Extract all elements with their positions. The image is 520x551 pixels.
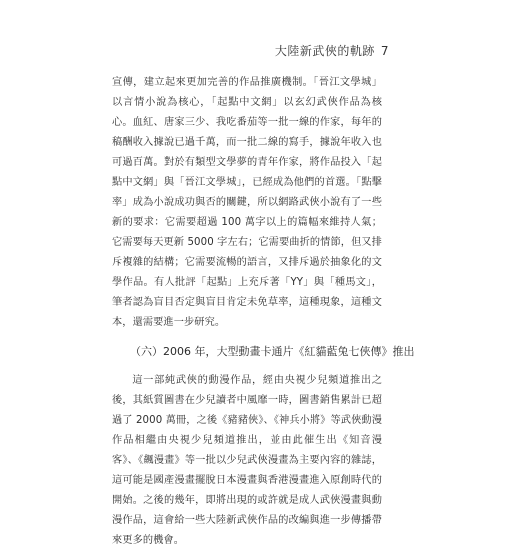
running-head-title: 大陸新武俠的軌跡 <box>274 44 375 58</box>
section-heading: （六）2006 年，大型動畫卡通片《紅貓藍兔七俠傳》推出 <box>130 345 415 358</box>
running-head <box>275 42 389 59</box>
page-number: 7 <box>380 44 389 58</box>
paragraph: 這一部純武俠的動漫作品，經由央視少兒頻道推出之後，其紙質圖書在少兒讀者中風靡一時，圖書銷售累計已超過了 2000 萬冊，之後《豬豬俠》、《神兵小將》等武俠動漫作品相繼由央視少兒頻道推出，並由此催生出《知音漫客》、《飆漫畫》等一批以少兒武俠漫畫為主要內容的雜誌，這可能是國產漫畫擺脫日本漫畫與香港漫畫進入原創時代的開始。之後的幾年，即將出現的或許就是成人武俠漫畫與動漫作品，這會給一些大陸新武俠作品的改編與進一步傳播帶來更多的機會。 <box>112 375 382 546</box>
body-text <box>112 73 415 551</box>
paragraph-continued: 宣傳，建立起來更加完善的作品推廣機制。「晉江文學城」以言情小說為核心，「起點中文網」以玄幻武俠作品為核心。血紅、唐家三少、我吃番茄等一批一線的作家，每年的稿酬收入據說已過千萬，而一批二線的寫手，據說年收入也可過百萬。對於有類型文學夢的青年作家，將作品投入「起點中文網」與「晉江文學城」，已經成為他們的首選。「點擊率」成為小說成功與否的關鍵，所以網路武俠小說有了一些新的要求：它需要超過 100 萬字以上的篇幅來維持人氣；它需要每天更新 5000 字左右；它需要曲折的情節，但又排斥複雜的結構；它需要流暢的語言，又排斥過於抽象化的文學作品。有人批評「起點」上充斥著「YY」與「種馬文」，筆者認為盲目否定與盲目肯定未免草率，這種現象，這種文本，還需要進一步研究。 <box>112 77 382 328</box>
